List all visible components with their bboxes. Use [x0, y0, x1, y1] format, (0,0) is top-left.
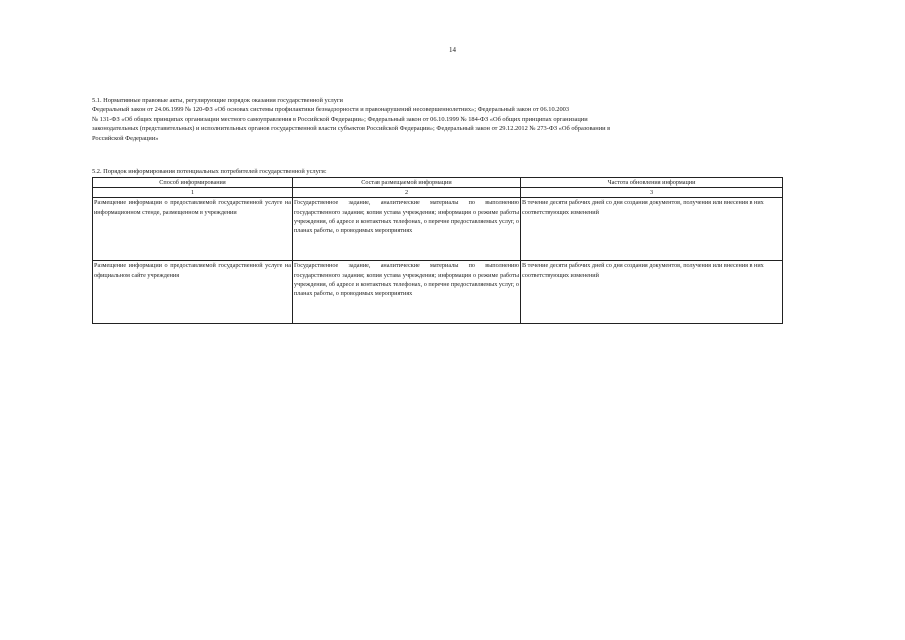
table-row	[93, 198, 783, 261]
table-header-row	[93, 178, 783, 188]
section-5-1-line: № 131-ФЗ «Об общих принципах организации местного самоуправления в Российской Федерации»; Федеральный закон от 06.10.1999 № 184-ФЗ «Об общих принципах организации	[92, 115, 588, 123]
column-number: 3	[521, 188, 783, 198]
column-header-method: Способ информирования	[93, 178, 293, 188]
page-number: 14	[449, 46, 456, 54]
cell-method: Размещение информации о предоставляемой государственной услуге на информационном стенде, размещенном в учреждении	[93, 198, 293, 261]
cell-frequency: В течение десяти рабочих дней со дня создания документов, получения или внесения в них соответствующих изменений	[521, 198, 783, 261]
cell-content: Государственное задание, аналитические материалы по выполнению государственного задания; копия устава учреждения; информация о режиме работы учреждения, об адресе и контактных телефонах, о перечне предоставляемых услуг, о планах работы, о проводимых мероприятиях	[293, 261, 521, 324]
section-5-2-heading: 5.2. Порядок информирования потенциальных потребителей государственной услуги:	[92, 168, 327, 175]
information-table	[92, 177, 783, 324]
section-5-1-line: Федеральный закон от 24.06.1999 № 120-ФЗ «Об основах системы профилактики безнадзорности и правонарушений несовершеннолетних»; Федеральный закон от 06.10.2003	[92, 106, 570, 114]
cell-method: Размещение информации о предоставляемой государственной услуге на официальном сайте учреждения	[93, 261, 293, 324]
section-5-1-line: законодательных (представительных) и исполнительных органов государственной власти субъектов Российской Федерации»; Федеральный закон от 29.12.2012 № 273-ФЗ «Об образовании в	[92, 125, 611, 133]
section-5-1	[92, 96, 782, 143]
table-number-row	[93, 188, 783, 198]
column-header-content: Состав размещаемой информации	[293, 178, 521, 188]
table-row	[93, 261, 783, 324]
column-number: 2	[293, 188, 521, 198]
cell-content: Государственное задание, аналитические материалы по выполнению государственного задания; копия устава учреждения; информация о режиме работы учреждения, об адресе и контактных телефонах, о перечне предоставляемых услуг, о планах работы, о проводимых мероприятиях	[293, 198, 521, 261]
section-5-1-line: Российской Федерации»	[92, 134, 159, 142]
column-header-frequency: Частота обновления информации	[521, 178, 783, 188]
cell-frequency: В течение десяти рабочих дней со дня создания документов, получения или внесения в них соответствующих изменений	[521, 261, 783, 324]
column-number: 1	[93, 188, 293, 198]
section-5-2	[92, 167, 782, 176]
section-5-1-heading: 5.1. Нормативные правовые акты, регулирующие порядок оказания государственной услуги	[92, 97, 343, 104]
